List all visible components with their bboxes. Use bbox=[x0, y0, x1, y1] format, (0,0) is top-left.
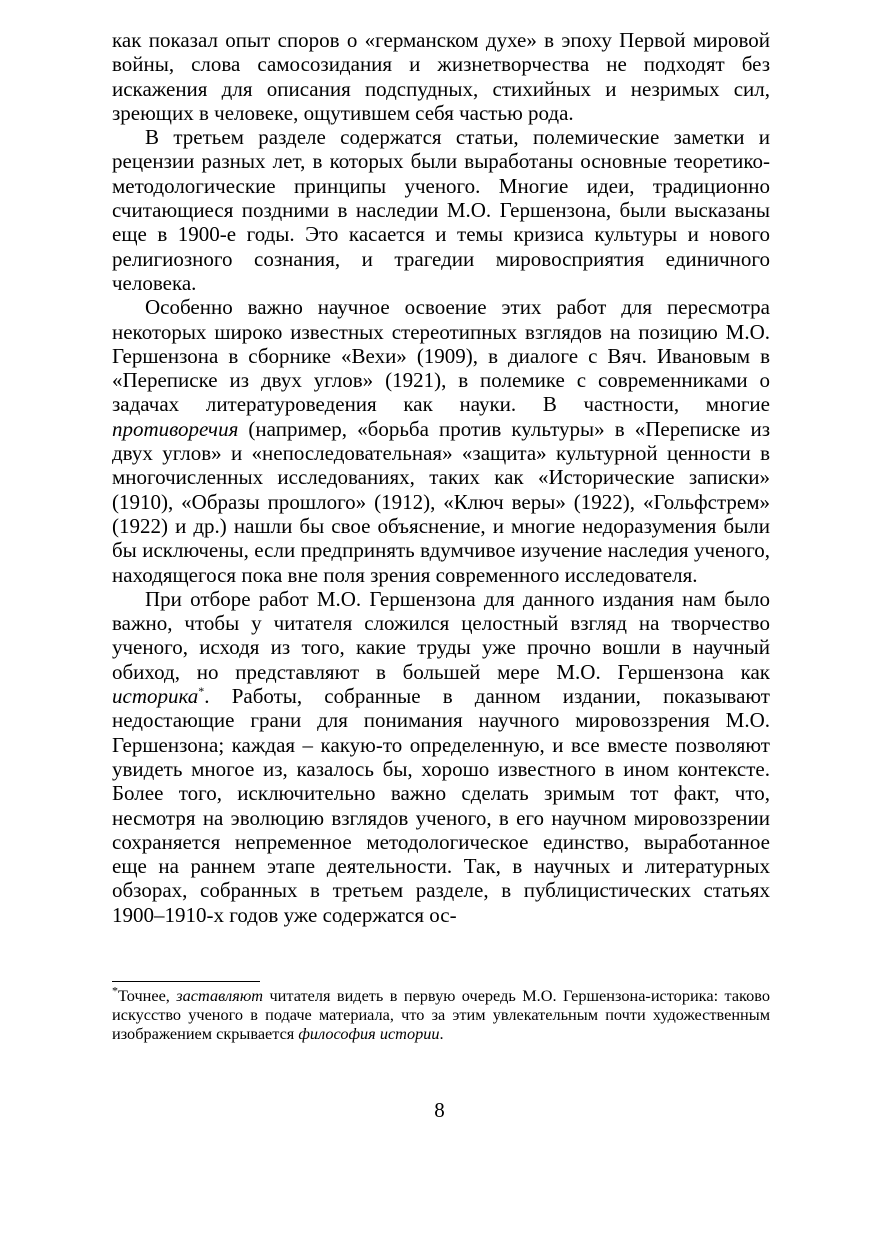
paragraph-3-text-b: (например, «борьба против культуры» в «Переписке из двух углов» и «непоследовательная» «защита» культурной ценности в многочисленных исследованиях, таких как «Исторические записки» (1910), «Образы прошлого» (1912), «Ключ веры» (1922), «Гольфстрем» (1922) и др.) нашли бы свое объяснение, и многие недоразумения были бы исключены, если предпринять вдумчивое изучение наследия ученого, находящегося пока вне поля зрения современного исследователя. bbox=[112, 416, 770, 587]
footnote-mark: * bbox=[112, 983, 118, 998]
paragraph-4-text-b: . Работы, собранные в данном издании, показывают недостающие грани для понимания научного мировоззрения М.О. Гершензона; каждая – какую-то определенную, и все вместе позволяют увидеть многое из, казалось бы, хорошо известного в ином контексте. Более того, исключительно важно сделать зримым тот факт, что, несмотря на эволюцию взглядов ученого, в его научном мировоззрении сохраняется непременное методологическое единство, выработанное еще на раннем этапе деятельности. Так, в научных и литературных обзорах, собранных в третьем разделе, в публицистических статьях 1900–1910-х годов уже содержатся ос- bbox=[112, 684, 770, 927]
paragraph-4-text-a: При отборе работ М.О. Гершензона для данного издания нам было важно, чтобы у читателя сложился целостный взгляд на творчество ученого, исходя из того, какие труды уже прочно вошли в научный обиход, но представляют в большей мере М.О. Гершензона как bbox=[112, 586, 770, 684]
footnote-emphasis-force: заставляют bbox=[176, 986, 264, 1005]
footnote-text-a: Точнее, bbox=[118, 986, 177, 1005]
emphasis-contradictions: противоречия bbox=[112, 416, 239, 441]
paragraph-selection bbox=[112, 587, 770, 927]
paragraph-3-text-a: Особенно важно научное освоение этих работ для пересмотра некоторых широко известных стереотипных взглядов на позицию М.О. Гершензона в сборнике «Вехи» (1909), в диалоге с Вяч. Ивановым в «Переписке из двух углов» (1921), в полемике с современниками о задачах литературоведения как науки. В частности, многие bbox=[112, 295, 770, 417]
footnote-text-b: читателя видеть в первую очередь М.О. Гершензона-историка: таково искусство ученого в подаче материала, что за этим увлекательным почти художественным изображением скрывается bbox=[112, 986, 770, 1043]
paragraph-third-section bbox=[112, 125, 770, 295]
footnote-emphasis-philosophy: философия истории bbox=[298, 1024, 440, 1043]
paragraph-vekhi bbox=[112, 295, 770, 587]
footnote-divider bbox=[112, 981, 260, 982]
paragraph-2-text: В третьем разделе содержатся статьи, полемические заметки и рецензии разных лет, в которых были выработаны основные теоретико-методологические принципы ученого. Многие идеи, традиционно считающиеся поздними в наследии М.О. Гершензона, были высказаны еще в 1900-е годы. Это касается и темы кризиса культуры и нового религиозного сознания, и трагедии мировосприятия единичного человека. bbox=[112, 125, 770, 295]
paragraph-1-text: как показал опыт споров о «германском духе» в эпоху Первой мировой войны, слова самосозидания и жизнетворчества не подходят без искажения для описания подспудных, стихийных и незримых сил, зреющих в человеке, ощутившем себя частью рода. bbox=[112, 28, 770, 125]
page-number: 8 bbox=[434, 1098, 445, 1122]
footnote bbox=[112, 983, 770, 1043]
main-text bbox=[112, 28, 770, 927]
footnote-text-c: . bbox=[439, 1024, 444, 1043]
paragraph-continuation bbox=[112, 28, 770, 125]
emphasis-historian: историка bbox=[112, 684, 199, 709]
footnote-reference[interactable]: * bbox=[198, 684, 205, 699]
